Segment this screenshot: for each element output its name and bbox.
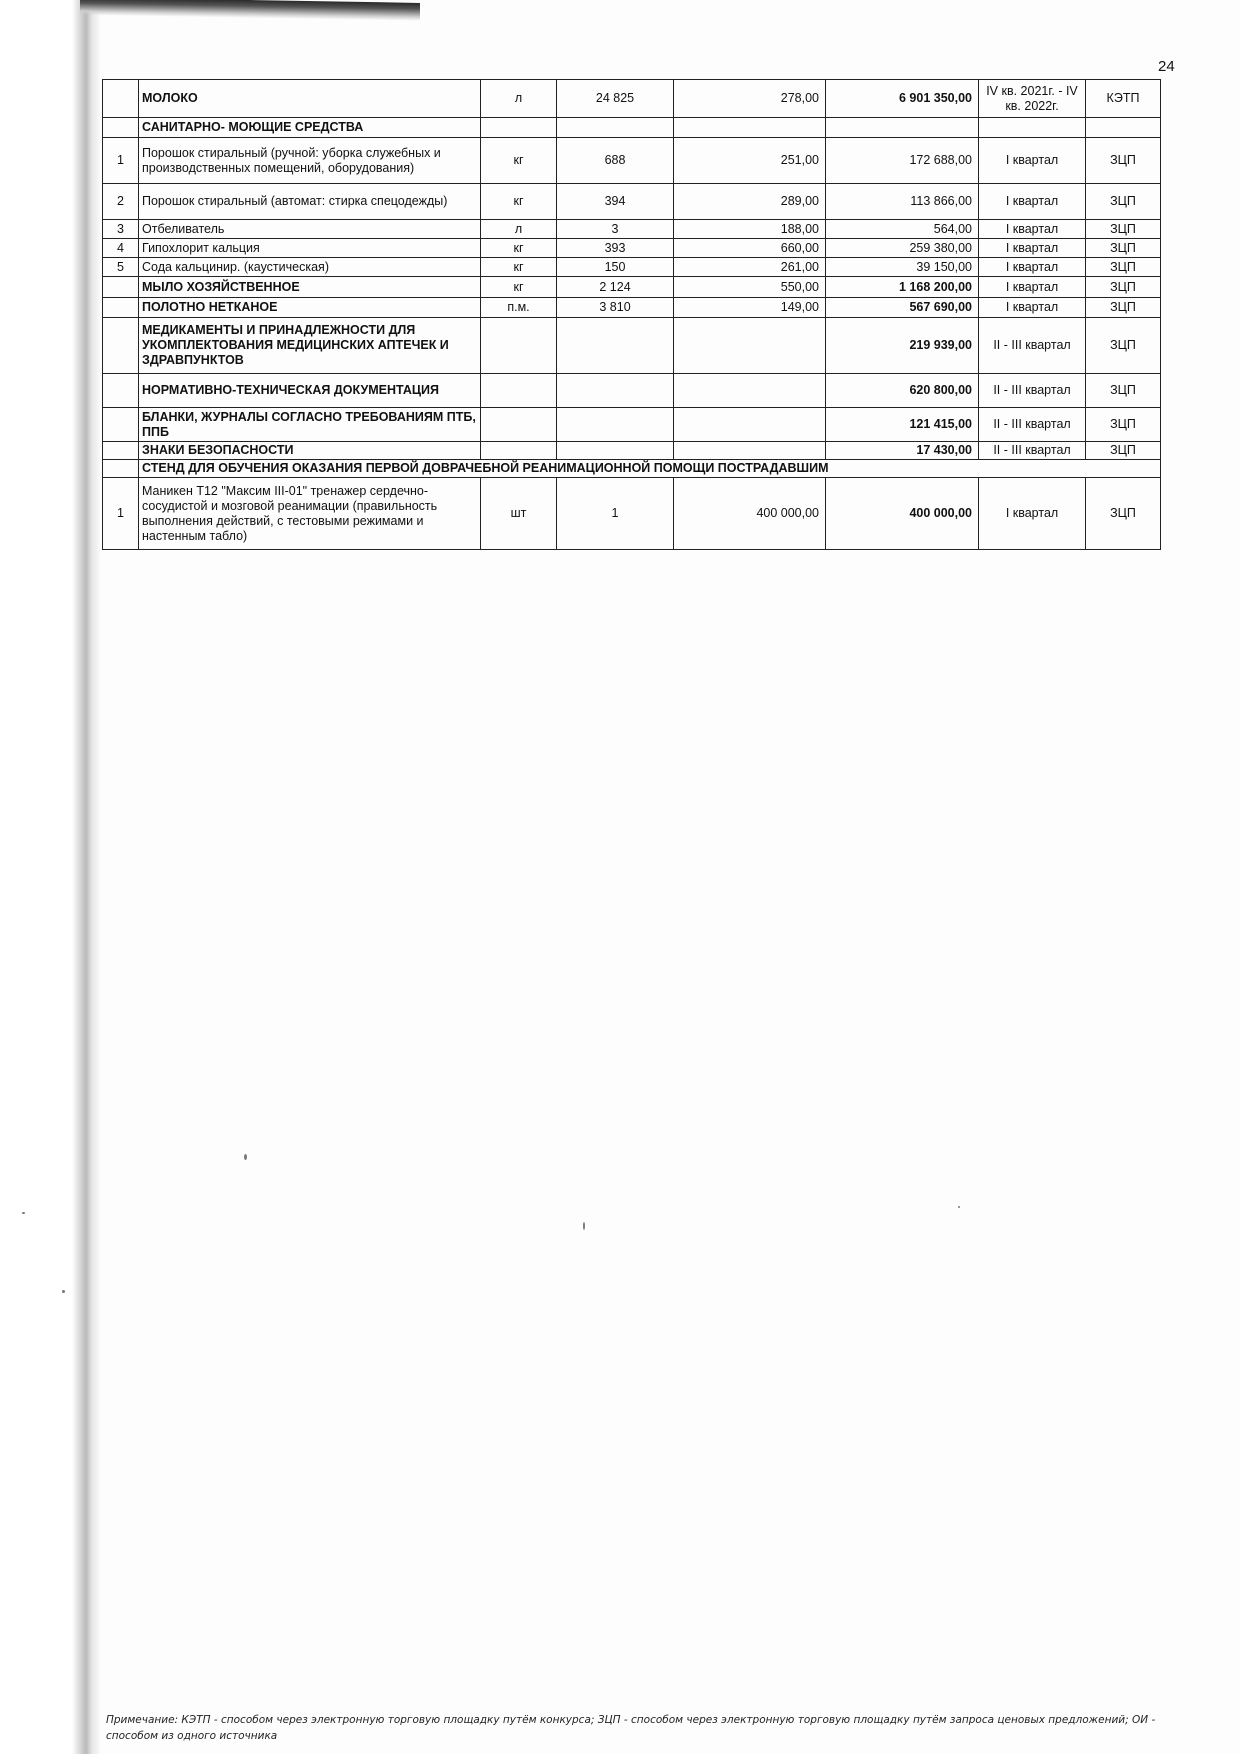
table-row: [103, 220, 1161, 239]
quantity-cell: 393: [557, 239, 674, 258]
period-cell: II - III квартал: [979, 408, 1086, 442]
item-name-cell: Отбеливатель: [139, 220, 481, 239]
row-number-cell: 1: [103, 478, 139, 550]
footnote: Примечание: КЭТП - способом через электронную торговую площадку путём конкурса; ЗЦП - способом через электронную торговую площадку путём запроса ценовых предложений; ОИ - способом из одного источника: [106, 1714, 1156, 1742]
period-cell: IV кв. 2021г. - IV кв. 2022г.: [979, 80, 1086, 118]
quantity-cell: 3: [557, 220, 674, 239]
procurement-method-cell: ЗЦП: [1086, 138, 1161, 184]
procurement-method-cell: ЗЦП: [1086, 220, 1161, 239]
unit-cell: кг: [481, 138, 557, 184]
item-name-cell: БЛАНКИ, ЖУРНАЛЫ СОГЛАСНО ТРЕБОВАНИЯМ ПТБ, ППБ: [139, 408, 481, 442]
item-name-cell: Гипохлорит кальция: [139, 239, 481, 258]
table-body: [103, 80, 1161, 550]
item-name-cell: МОЛОКО: [139, 80, 481, 118]
procurement-method-cell: ЗЦП: [1086, 277, 1161, 298]
unit-price-cell: [674, 408, 826, 442]
table-row: [103, 408, 1161, 442]
unit-cell: кг: [481, 184, 557, 220]
procurement-method-cell: ЗЦП: [1086, 408, 1161, 442]
total-sum-cell: 620 800,00: [826, 374, 979, 408]
procurement-table: [102, 79, 1161, 550]
quantity-cell: 1: [557, 478, 674, 550]
quantity-cell: 24 825: [557, 80, 674, 118]
unit-price-cell: 278,00: [674, 80, 826, 118]
table-row: [103, 277, 1161, 298]
total-sum-cell: 113 866,00: [826, 184, 979, 220]
table-row: [103, 318, 1161, 374]
procurement-method-cell: ЗЦП: [1086, 298, 1161, 318]
table-row: [103, 442, 1161, 460]
table-row: [103, 239, 1161, 258]
quantity-cell: 150: [557, 258, 674, 277]
procurement-method-cell: ЗЦП: [1086, 374, 1161, 408]
unit-price-cell: [674, 374, 826, 408]
total-sum-cell: 39 150,00: [826, 258, 979, 277]
period-cell: I квартал: [979, 220, 1086, 239]
quantity-cell: [557, 118, 674, 138]
procurement-method-cell: ЗЦП: [1086, 478, 1161, 550]
section-title-cell: СТЕНД ДЛЯ ОБУЧЕНИЯ ОКАЗАНИЯ ПЕРВОЙ ДОВРАЧЕБНОЙ РЕАНИМАЦИОННОЙ ПОМОЩИ ПОСТРАДАВШИМ: [139, 460, 1161, 478]
total-sum-cell: 400 000,00: [826, 478, 979, 550]
table-row: [103, 374, 1161, 408]
scan-shadow: [0, 0, 100, 1754]
period-cell: II - III квартал: [979, 318, 1086, 374]
scan-speck: [244, 1154, 247, 1160]
period-cell: II - III квартал: [979, 374, 1086, 408]
period-cell: [979, 118, 1086, 138]
unit-price-cell: 289,00: [674, 184, 826, 220]
unit-cell: [481, 374, 557, 408]
unit-price-cell: 251,00: [674, 138, 826, 184]
item-name-cell: ЗНАКИ БЕЗОПАСНОСТИ: [139, 442, 481, 460]
total-sum-cell: [826, 118, 979, 138]
scan-top-edge: [80, 0, 420, 21]
quantity-cell: 688: [557, 138, 674, 184]
procurement-method-cell: ЗЦП: [1086, 442, 1161, 460]
unit-price-cell: [674, 318, 826, 374]
row-number-cell: [103, 118, 139, 138]
unit-cell: [481, 118, 557, 138]
unit-cell: [481, 408, 557, 442]
procurement-method-cell: ЗЦП: [1086, 239, 1161, 258]
unit-cell: л: [481, 80, 557, 118]
procurement-method-cell: [1086, 118, 1161, 138]
row-number-cell: [103, 460, 139, 478]
period-cell: I квартал: [979, 184, 1086, 220]
quantity-cell: [557, 318, 674, 374]
row-number-cell: [103, 298, 139, 318]
row-number-cell: 5: [103, 258, 139, 277]
quantity-cell: [557, 442, 674, 460]
table-row: [103, 138, 1161, 184]
quantity-cell: 3 810: [557, 298, 674, 318]
period-cell: I квартал: [979, 298, 1086, 318]
item-name-cell: Маникен Т12 "Максим III-01" тренажер сердечно-сосудистой и мозговой реанимации (правильность выполнения действий, с тестовыми режимами и настенным табло): [139, 478, 481, 550]
item-name-cell: Сода кальцинир. (каустическая): [139, 258, 481, 277]
unit-cell: п.м.: [481, 298, 557, 318]
unit-price-cell: [674, 442, 826, 460]
quantity-cell: 394: [557, 184, 674, 220]
total-sum-cell: 259 380,00: [826, 239, 979, 258]
total-sum-cell: 1 168 200,00: [826, 277, 979, 298]
total-sum-cell: 6 901 350,00: [826, 80, 979, 118]
scan-speck: [62, 1290, 65, 1293]
row-number-cell: [103, 318, 139, 374]
total-sum-cell: 172 688,00: [826, 138, 979, 184]
page-number: 24: [1158, 58, 1175, 75]
scan-speck: [22, 1212, 25, 1214]
unit-price-cell: 660,00: [674, 239, 826, 258]
item-name-cell: МЕДИКАМЕНТЫ И ПРИНАДЛЕЖНОСТИ ДЛЯ УКОМПЛЕКТОВАНИЯ МЕДИЦИНСКИХ АПТЕЧЕК И ЗДРАВПУНКТОВ: [139, 318, 481, 374]
period-cell: I квартал: [979, 138, 1086, 184]
unit-cell: [481, 318, 557, 374]
unit-cell: кг: [481, 258, 557, 277]
unit-price-cell: 188,00: [674, 220, 826, 239]
table-row: [103, 258, 1161, 277]
table-row: [103, 80, 1161, 118]
row-number-cell: [103, 277, 139, 298]
quantity-cell: 2 124: [557, 277, 674, 298]
table-row: [103, 184, 1161, 220]
item-name-cell: НОРМАТИВНО-ТЕХНИЧЕСКАЯ ДОКУМЕНТАЦИЯ: [139, 374, 481, 408]
item-name-cell: Порошок стиральный (ручной: уборка служебных и производственных помещений, оборудования): [139, 138, 481, 184]
procurement-method-cell: ЗЦП: [1086, 184, 1161, 220]
period-cell: I квартал: [979, 258, 1086, 277]
total-sum-cell: 121 415,00: [826, 408, 979, 442]
period-cell: II - III квартал: [979, 442, 1086, 460]
row-number-cell: 1: [103, 138, 139, 184]
total-sum-cell: 17 430,00: [826, 442, 979, 460]
item-name-cell: ПОЛОТНО НЕТКАНОЕ: [139, 298, 481, 318]
row-number-cell: [103, 80, 139, 118]
unit-price-cell: [674, 118, 826, 138]
unit-cell: [481, 442, 557, 460]
scan-speck: [583, 1222, 585, 1230]
section-row: [103, 460, 1161, 478]
unit-cell: кг: [481, 277, 557, 298]
unit-price-cell: 400 000,00: [674, 478, 826, 550]
total-sum-cell: 219 939,00: [826, 318, 979, 374]
total-sum-cell: 567 690,00: [826, 298, 979, 318]
table-row: [103, 118, 1161, 138]
period-cell: I квартал: [979, 277, 1086, 298]
table-row: [103, 478, 1161, 550]
item-name-cell: САНИТАРНО- МОЮЩИЕ СРЕДСТВА: [139, 118, 481, 138]
row-number-cell: [103, 408, 139, 442]
unit-price-cell: 261,00: [674, 258, 826, 277]
row-number-cell: 3: [103, 220, 139, 239]
unit-cell: л: [481, 220, 557, 239]
row-number-cell: 4: [103, 239, 139, 258]
scan-speck: [958, 1206, 960, 1208]
quantity-cell: [557, 408, 674, 442]
table-row: [103, 298, 1161, 318]
row-number-cell: 2: [103, 184, 139, 220]
unit-price-cell: 550,00: [674, 277, 826, 298]
period-cell: I квартал: [979, 239, 1086, 258]
item-name-cell: Порошок стиральный (автомат: стирка спецодежды): [139, 184, 481, 220]
unit-price-cell: 149,00: [674, 298, 826, 318]
row-number-cell: [103, 374, 139, 408]
quantity-cell: [557, 374, 674, 408]
unit-cell: шт: [481, 478, 557, 550]
procurement-method-cell: ЗЦП: [1086, 318, 1161, 374]
total-sum-cell: 564,00: [826, 220, 979, 239]
procurement-method-cell: КЭТП: [1086, 80, 1161, 118]
period-cell: I квартал: [979, 478, 1086, 550]
unit-cell: кг: [481, 239, 557, 258]
row-number-cell: [103, 442, 139, 460]
procurement-method-cell: ЗЦП: [1086, 258, 1161, 277]
item-name-cell: МЫЛО ХОЗЯЙСТВЕННОЕ: [139, 277, 481, 298]
